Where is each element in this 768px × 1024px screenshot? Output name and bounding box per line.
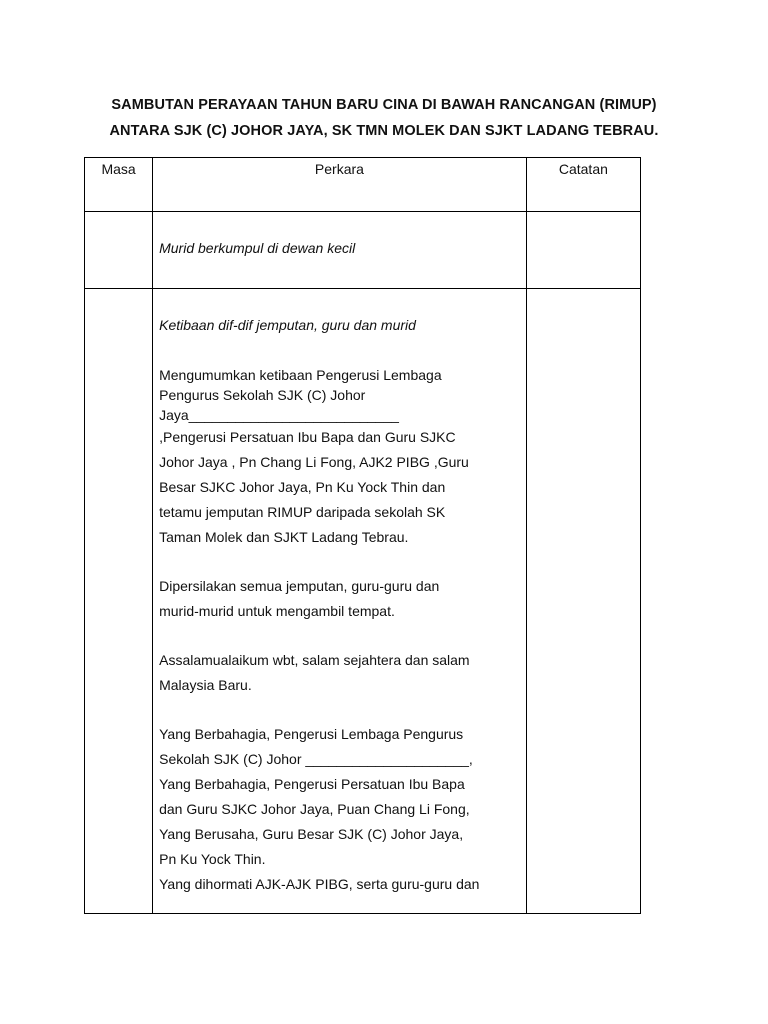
cell-catatan: [526, 289, 640, 914]
text-line: Taman Molek dan SJKT Ladang Tebrau.: [159, 529, 409, 545]
cell-perkara: [153, 289, 527, 914]
text-line: Sekolah SJK (C) Johor _____________________,: [159, 751, 473, 767]
text-line: tetamu jemputan RIMUP daripada sekolah SK: [159, 504, 446, 520]
document-title: [0, 92, 768, 144]
cell-catatan: [526, 212, 640, 289]
perkara-text: Murid berkumpul di dewan kecil: [159, 240, 356, 256]
text-line: Yang Berbahagia, Pengerusi Lembaga Pengurus: [159, 726, 464, 742]
text-line: Dipersilakan semua jemputan, guru-guru dan: [159, 578, 440, 594]
text-line: Yang Berbahagia, Pengerusi Persatuan Ibu Bapa: [159, 776, 465, 792]
cell-perkara: [153, 212, 527, 289]
cell-masa: [85, 289, 153, 914]
paragraph-dipersilakan: [159, 574, 522, 624]
header-perkara: Perkara: [153, 158, 527, 212]
text-line: murid-murid untuk mengambil tempat.: [159, 603, 395, 619]
text-line: ,Pengerusi Persatuan Ibu Bapa dan Guru SJKC: [159, 429, 456, 445]
text-line: Yang dihormati AJK-AJK PIBG, serta guru-guru dan: [159, 876, 480, 892]
text-line: Assalamualaikum wbt, salam sejahtera dan salam: [159, 652, 470, 668]
text-line: Pengurus Sekolah SJK (C) Johor: [159, 387, 366, 403]
paragraph-pengumuman: [159, 365, 522, 550]
paragraph-sapaan: [159, 722, 522, 897]
text-line: Yang Berusaha, Guru Besar SJK (C) Johor Jaya,: [159, 826, 464, 842]
text-line: Mengumumkan ketibaan Pengerusi Lembaga: [159, 367, 442, 383]
program-table: [84, 157, 641, 914]
text-line: dan Guru SJKC Johor Jaya, Puan Chang Li Fong,: [159, 801, 470, 817]
header-catatan: Catatan: [526, 158, 640, 212]
table-row: [85, 212, 641, 289]
title-line-2: ANTARA SJK (C) JOHOR JAYA, SK TMN MOLEK DAN SJKT LADANG TEBRAU.: [109, 123, 659, 139]
paragraph-ketibaan: Ketibaan dif-dif jemputan, guru dan murid: [159, 317, 416, 333]
table-row: [85, 289, 641, 914]
text-line: Pn Ku Yock Thin.: [159, 851, 266, 867]
title-line-1: SAMBUTAN PERAYAAN TAHUN BARU CINA DI BAWAH RANCANGAN (RIMUP): [111, 97, 657, 113]
cell-masa: [85, 212, 153, 289]
table-header-row: [85, 158, 641, 212]
header-masa: Masa: [85, 158, 153, 212]
text-line: Jaya___________________________: [159, 407, 399, 423]
text-line: Besar SJKC Johor Jaya, Pn Ku Yock Thin dan: [159, 479, 446, 495]
perkara-content: [153, 289, 526, 897]
paragraph-salam: [159, 648, 522, 698]
text-line: Johor Jaya , Pn Chang Li Fong, AJK2 PIBG ,Guru: [159, 454, 469, 470]
text-line: Malaysia Baru.: [159, 677, 252, 693]
